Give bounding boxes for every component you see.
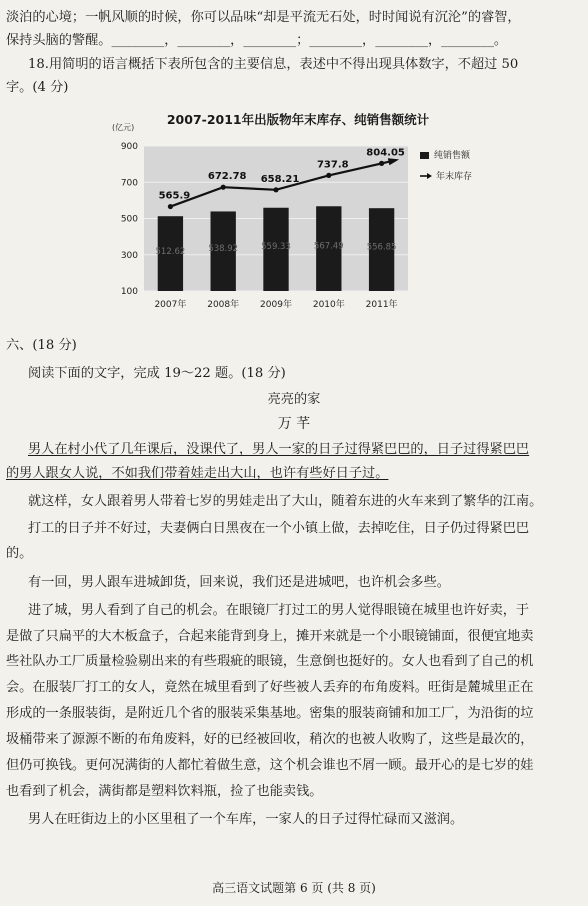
inventory-point — [273, 187, 278, 192]
para-line: 些社队办工厂质量检验剔出来的有些瑕疵的眼镜，生意倒也挺好的。女人也看到了自己的机 — [6, 654, 534, 669]
inventory-point — [326, 173, 331, 178]
legend-arrow-icon — [427, 173, 432, 179]
x-tick-label: 2011年 — [365, 300, 398, 310]
para-line: 会。在服装厂打工的女人，竟然在城里看到了好些被人丢弃的布角废料。旺街是麓城里正在 — [6, 680, 534, 695]
question-18-cont: 字。(4 分) — [6, 80, 69, 95]
para-line: 是做了只扁平的大木板盒子，合起来能背到身上，摊开来就是一个小眼镜铺面，很便宜地卖 — [6, 629, 534, 644]
para-line: 就这样，女人跟着男人带着七岁的男娃走出了大山，随着东进的火车来到了繁华的江南。 — [28, 494, 543, 509]
para-line: 圾桶带来了源源不断的布角废料，好的已经被回收，稍次的也被人收购了，这些是最次的， — [6, 732, 534, 747]
inventory-point — [221, 185, 226, 190]
question-18: 18.用简明的语言概括下表所包含的主要信息，表述中不得出现具体数字，不超过 50 — [28, 57, 519, 72]
para-line: 打工的日子并不好过，夫妻俩白日黑夜在一个小镇上做，去掉吃住，日子仍过得紧巴巴 — [28, 521, 530, 536]
bar-value-label: 559.33 — [261, 242, 291, 253]
text-line: 保持头脑的警醒。________，________，________；________，________，________。 — [6, 33, 508, 48]
legend-label: 纯销售额 — [434, 151, 471, 161]
para-line: 形成的一条服装街，是附近几个省的服装采集基地。密集的服装商铺和加工厂，为沿街的垃 — [6, 706, 534, 721]
chart-title: 2007-2011年出版物年末库存、纯销售额统计 — [166, 112, 430, 127]
inventory-value-label: 804.05 — [366, 147, 405, 159]
page-footer: 高三语文试题第 6 页 (共 8 页) — [212, 881, 376, 895]
para-line: 的。 — [6, 546, 33, 561]
legend-swatch-bar — [420, 152, 429, 159]
x-tick-label: 2010年 — [312, 300, 345, 310]
bar-value-label: 567.49 — [313, 241, 344, 252]
y-tick-label: 700 — [120, 178, 138, 189]
x-tick-label: 2009年 — [260, 300, 292, 310]
y-tick-label: 100 — [120, 287, 138, 297]
y-tick-label: 500 — [120, 214, 138, 225]
para-line: 但仍可换钱。更何况满街的人都忙着做生意，这个机会谁也不屑一顾。最开心的是七岁的娃 — [6, 758, 534, 773]
inventory-value-label: 672.78 — [207, 171, 247, 183]
para-line: 男人在旺街边上的小区里租了一个车库，一家人的日子过得忙碌而又滋润。 — [28, 812, 464, 827]
para-line: 的男人跟女人说，不如我们带着娃走出大山，也许有些好日子过。 — [6, 466, 389, 481]
legend-label: 年末库存 — [436, 172, 473, 182]
section-instruction: 阅读下面的文字，完成 19～22 题。(18 分) — [28, 366, 286, 381]
sales-inventory-chart — [108, 106, 528, 326]
x-tick-label: 2008年 — [207, 300, 240, 310]
x-tick-label: 2007年 — [154, 300, 187, 310]
para-line: 男人在村小代了几年课后，没课代了，男人一家的日子过得紧巴巴的，日子过得紧巴巴 — [28, 442, 530, 457]
y-tick-label: 300 — [120, 250, 138, 261]
inventory-value-label: 737.8 — [316, 159, 349, 171]
inventory-point — [379, 161, 384, 166]
para-line: 也看到了机会，满街都是塑料饮料瓶，捡了也能卖钱。 — [6, 784, 323, 799]
section-heading: 六、(18 分) — [6, 338, 77, 353]
bar-value-label: 512.62 — [155, 246, 186, 257]
chart-svg — [108, 106, 528, 326]
chart-unit: (亿元) — [112, 123, 135, 132]
inventory-value-label: 565.9 — [158, 190, 191, 202]
text-line: 淡泊的心境；一帆风顺的时候，你可以品味“却是平流无石处，时时闻说有沉沦”的睿智， — [6, 10, 521, 25]
inventory-point — [168, 204, 173, 209]
bar-value-label: 556.85 — [366, 242, 397, 253]
inventory-value-label: 658.21 — [260, 173, 300, 185]
para-line: 进了城，男人看到了自己的机会。在眼镜厂打过工的男人觉得眼镜在城里也许好卖，于 — [28, 603, 530, 618]
bar-value-label: 538.92 — [208, 244, 239, 255]
y-tick-label: 900 — [120, 142, 138, 152]
story-title: 亮亮的家 — [267, 392, 321, 407]
para-line: 有一回，男人跟车进城卸货，回来说，我们还是进城吧，也许机会多些。 — [28, 575, 450, 590]
story-author: 万 芊 — [277, 416, 311, 432]
plot-area — [121, 142, 472, 310]
